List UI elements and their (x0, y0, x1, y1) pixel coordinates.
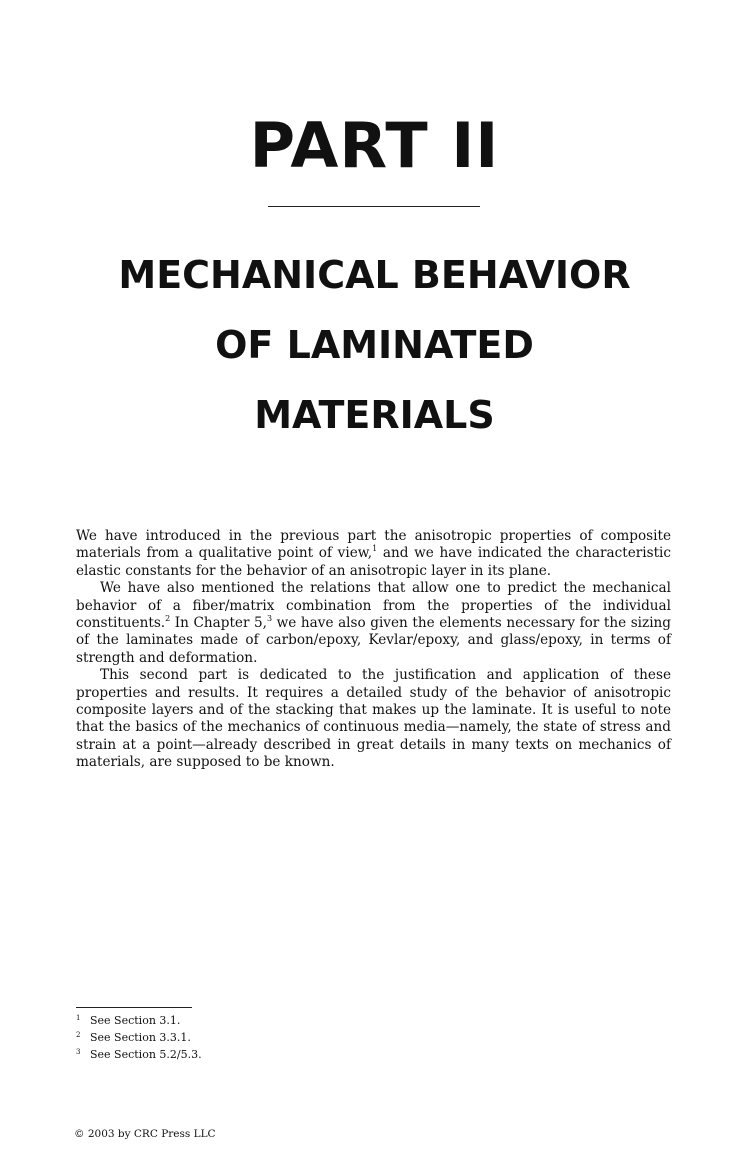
title-divider (268, 206, 480, 207)
copyright-notice: © 2003 by CRC Press LLC (74, 1128, 216, 1140)
paragraph-text: In Chapter 5, (170, 615, 267, 632)
part-subtitle (0, 240, 749, 450)
subtitle-line: OF LAMINATED (215, 323, 534, 367)
footnote-item: $^3$ See Section 5.2/5.3. (76, 1048, 202, 1061)
footnote-ref[interactable]: 1 (372, 544, 378, 554)
footnotes (76, 1012, 202, 1063)
paragraph-3: This second part is dedicated to the justification and application of these properties and results. It requires a detailed study of the behavior of anisotropic composite layers and of the stacking that makes up the laminate. It is useful to note that the basics of the mechanics of continuous media—namely, the state of stress and strain at a point—already described in great details in many texts on mechanics of materials, are supposed to be known. (76, 667, 671, 771)
paragraph-text: and we have indicated the characteristic elastic constants for the behavior of an anisotropic layer in its plane. (76, 545, 671, 579)
footnote-item: $^2$ See Section 3.3.1. (76, 1031, 191, 1044)
paragraph-text: We have also mentioned the relations that allow one to predict the mechanical behavior of a fiber/matrix combination from the properties of the individual constituents. (76, 580, 671, 632)
paragraph-text: We have introduced in the previous part the anisotropic properties of composite materials from a qualitative point of view, (76, 528, 671, 562)
footnote-ref[interactable]: 2 (165, 614, 171, 624)
introduction-text (76, 528, 671, 772)
subtitle-line: MECHANICAL BEHAVIOR (118, 253, 631, 297)
paragraph-2 (76, 580, 671, 667)
paragraph-text: we have also given the elements necessary for the sizing of the laminates made of carbon/epoxy, Kevlar/epoxy, and glass/epoxy, in terms of strength and deformation. (76, 615, 671, 666)
footnote-text: See Section 3.3.1. (90, 1031, 191, 1044)
footnote-item: $^1$ See Section 3.1. (76, 1014, 181, 1027)
footnote-ref[interactable]: 3 (267, 614, 273, 624)
paragraph-1 (76, 528, 671, 580)
footnote-text: See Section 5.2/5.3. (90, 1048, 202, 1061)
footnote-divider (76, 1007, 192, 1008)
part-title: PART II (249, 109, 500, 182)
footnote-text: See Section 3.1. (90, 1014, 181, 1027)
subtitle-line: MATERIALS (254, 393, 495, 437)
